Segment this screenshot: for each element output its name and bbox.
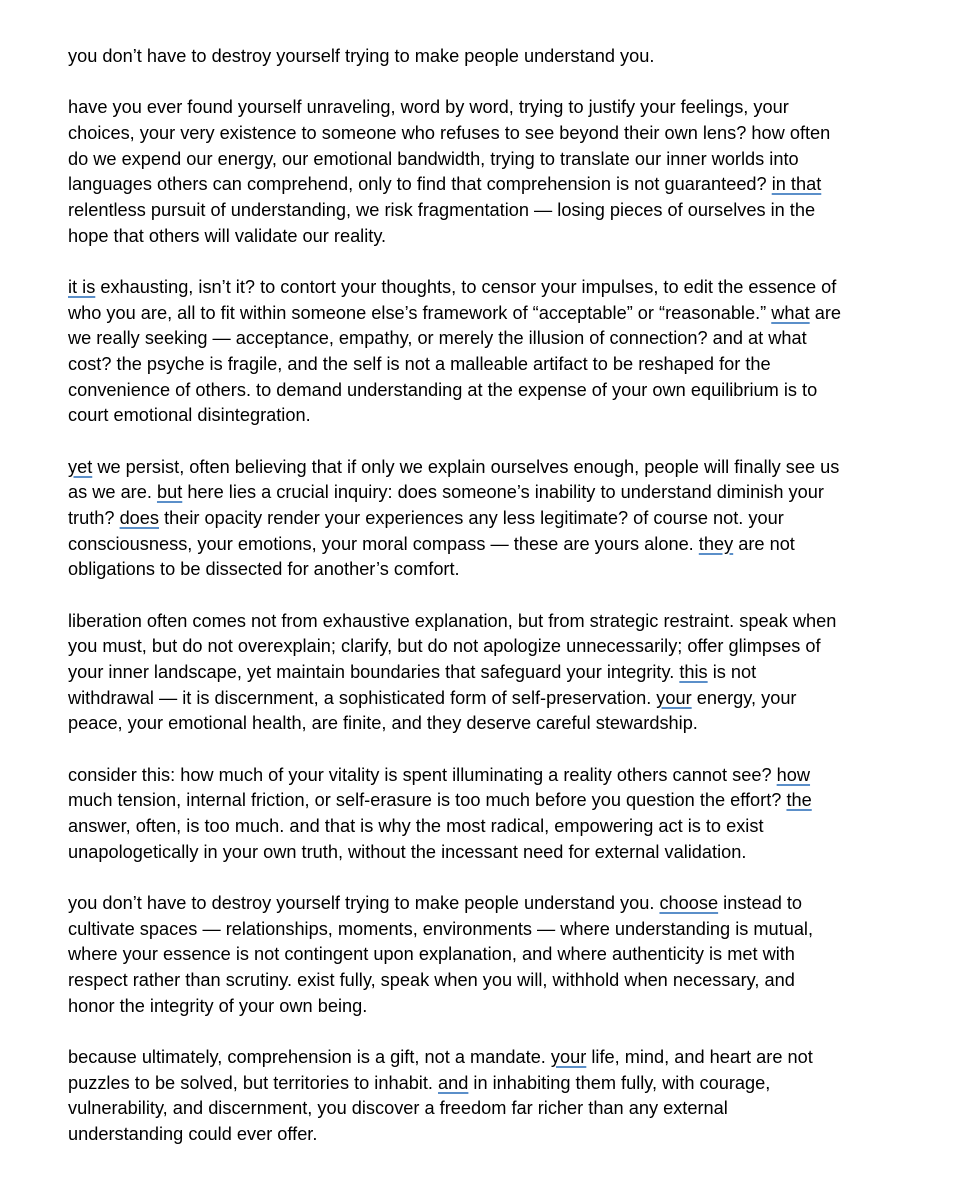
text-line xyxy=(68,147,928,173)
text-segment: choices, your very existence to someone who refuses to see beyond their own lens? how often xyxy=(68,122,831,143)
text-segment: obligations to be dissected for another’s comfort. xyxy=(68,559,460,580)
text-line xyxy=(68,44,928,70)
text-line xyxy=(68,95,928,121)
text-segment: exhausting, isn’t it? to contort your thoughts, to censor your impulses, to edit the essence of xyxy=(95,276,837,297)
inline-link[interactable]: and xyxy=(438,1072,469,1093)
text-segment: we really seeking — acceptance, empathy, or merely the illusion of connection? and at what xyxy=(68,328,807,349)
text-line xyxy=(68,711,928,737)
inline-link[interactable]: choose xyxy=(659,892,719,913)
paragraph xyxy=(68,609,928,738)
text-segment: consciousness, your emotions, your moral compass — these are yours alone. xyxy=(68,533,699,554)
text-line xyxy=(68,121,928,147)
inline-link[interactable]: but xyxy=(156,482,183,503)
text-segment: cost? the psyche is fragile, and the self is not a malleable artifact to be reshaped for the xyxy=(68,354,771,375)
text-segment: here lies a crucial inquiry: does someone’s inability to understand diminish your xyxy=(182,482,824,503)
text-segment: as we are. xyxy=(68,482,157,503)
text-line xyxy=(68,301,928,327)
text-line xyxy=(68,994,928,1020)
text-segment: because ultimately, comprehension is a gift, not a mandate. xyxy=(68,1047,551,1067)
text-segment: we persist, often believing that if only we explain ourselves enough, people will finally see us xyxy=(92,456,840,477)
text-segment: you don’t have to destroy yourself trying to make people understand you. xyxy=(68,892,660,913)
text-line xyxy=(68,1045,928,1071)
text-line xyxy=(68,634,928,660)
document-body xyxy=(68,44,928,1173)
text-segment: life, mind, and heart are not xyxy=(586,1047,813,1067)
text-segment: do we expend our energy, our emotional bandwidth, trying to translate our inner worlds into xyxy=(68,148,799,169)
text-segment: who you are, all to fit within someone else’s framework of “acceptable” or “reasonable.” xyxy=(68,302,772,323)
text-line xyxy=(68,378,928,404)
text-segment: convenience of others. to demand understanding at the expense of your own equilibrium is to xyxy=(68,379,818,400)
text-segment: are not xyxy=(733,533,795,554)
text-segment: you must, but do not overexplain; clarify, but do not apologize unnecessarily; offer glimpses of xyxy=(68,636,821,657)
text-line xyxy=(68,942,928,968)
text-segment: understanding could ever offer. xyxy=(68,1124,318,1145)
text-segment: respect rather than scrutiny. exist fully, speak when you will, withhold when necessary, and xyxy=(68,970,795,991)
paragraph xyxy=(68,95,928,249)
text-line xyxy=(68,1122,928,1148)
text-segment: in inhabiting them fully, with courage, xyxy=(468,1072,771,1093)
text-segment: much tension, internal friction, or self-erasure is too much before you question the effort? xyxy=(68,790,787,811)
text-segment: vulnerability, and discernment, you discover a freedom far richer than any external xyxy=(68,1098,728,1119)
text-line xyxy=(68,763,928,789)
inline-link[interactable]: how xyxy=(776,764,811,785)
text-line xyxy=(68,891,928,917)
text-line xyxy=(68,660,928,686)
paragraph xyxy=(68,891,928,1020)
text-segment: have you ever found yourself unraveling, word by word, trying to justify your feelings, your xyxy=(68,97,789,118)
text-segment: instead to xyxy=(718,892,803,913)
text-line xyxy=(68,788,928,814)
text-line xyxy=(68,480,928,506)
text-segment: energy, your xyxy=(691,687,797,708)
text-line xyxy=(68,840,928,866)
text-segment: liberation often comes not from exhaustive explanation, but from strategic restraint. speak when xyxy=(68,610,837,631)
paragraph xyxy=(68,455,928,584)
text-line xyxy=(68,917,928,943)
text-segment: truth? xyxy=(68,508,120,529)
text-segment: honor the integrity of your own being. xyxy=(68,995,368,1016)
text-segment: peace, your emotional health, are finite, and they deserve careful stewardship. xyxy=(68,713,698,734)
text-line xyxy=(68,609,928,635)
inline-link[interactable]: the xyxy=(786,790,812,811)
text-line xyxy=(68,557,928,583)
text-line xyxy=(68,506,928,532)
text-line xyxy=(68,172,928,198)
text-segment: is not xyxy=(707,662,757,683)
inline-link[interactable]: it is xyxy=(68,276,96,297)
text-segment: puzzles to be solved, but territories to inhabit. xyxy=(68,1072,439,1093)
text-line xyxy=(68,403,928,429)
text-line xyxy=(68,275,928,301)
inline-link[interactable]: your xyxy=(656,687,692,708)
text-line xyxy=(68,1096,928,1122)
inline-link[interactable]: your xyxy=(550,1047,587,1067)
paragraph xyxy=(68,1045,928,1148)
inline-link[interactable]: does xyxy=(119,508,160,529)
text-segment: their opacity render your experiences any less legitimate? of course not. your xyxy=(159,508,784,529)
text-segment: are xyxy=(809,302,842,323)
inline-link[interactable]: they xyxy=(698,533,734,554)
text-line xyxy=(68,1071,928,1097)
inline-link[interactable]: yet xyxy=(68,456,93,477)
text-line xyxy=(68,224,928,250)
text-line xyxy=(68,326,928,352)
paragraph xyxy=(68,44,928,70)
text-line xyxy=(68,968,928,994)
text-segment: languages others can comprehend, only to find that comprehension is not guaranteed? xyxy=(68,174,772,195)
paragraph xyxy=(68,275,928,429)
text-segment: withdrawal — it is discernment, a sophisticated form of self-preservation. xyxy=(68,687,657,708)
text-segment: hope that others will validate our reality. xyxy=(68,225,387,246)
text-line xyxy=(68,532,928,558)
inline-link[interactable]: this xyxy=(679,662,708,683)
text-segment: unapologetically in your own truth, without the incessant need for external validation. xyxy=(68,841,747,862)
text-line xyxy=(68,686,928,712)
text-line xyxy=(68,814,928,840)
text-segment: your inner landscape, yet maintain boundaries that safeguard your integrity. xyxy=(68,662,680,683)
text-segment: where your essence is not contingent upon explanation, and where authenticity is met with xyxy=(68,944,795,965)
inline-link[interactable]: what xyxy=(771,302,810,323)
text-segment: cultivate spaces — relationships, moments, environments — where understanding is mutual, xyxy=(68,918,814,939)
inline-link[interactable]: in that xyxy=(771,174,822,195)
text-segment: relentless pursuit of understanding, we risk fragmentation — losing pieces of ourselves in the xyxy=(68,200,816,221)
text-line xyxy=(68,455,928,481)
paragraph xyxy=(68,763,928,866)
text-segment: court emotional disintegration. xyxy=(68,405,311,426)
text-line xyxy=(68,352,928,378)
text-line xyxy=(68,198,928,224)
text-segment: you don’t have to destroy yourself trying to make people understand you. xyxy=(68,46,655,66)
text-segment: consider this: how much of your vitality is spent illuminating a reality others cannot see? xyxy=(68,764,777,785)
text-segment: answer, often, is too much. and that is why the most radical, empowering act is to exist xyxy=(68,816,764,837)
